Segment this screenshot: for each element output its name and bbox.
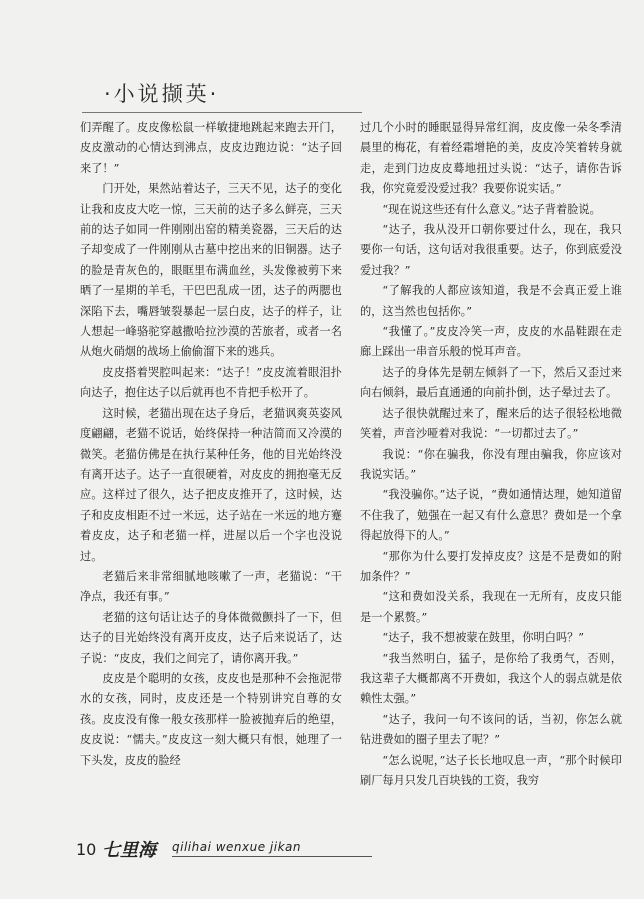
magazine-name-pinyin: qilihai wenxue jikan <box>172 840 302 854</box>
magazine-logo: 七里海 <box>102 840 156 861</box>
paragraph: “我没骗你。”达子说，“费如通情达理，她知道留不住我了，勉强在一起又有什么意思？费如是一个拿得起放得下的人。” <box>360 488 622 543</box>
footer-divider <box>172 856 372 857</box>
section-header <box>82 72 372 114</box>
paragraph: “达子，我从没开口朝你要过什么，现在，我只要你一句话，这句话对我很重要。达子，你到底爱没爱过我？” <box>360 223 622 277</box>
right-text-column <box>360 118 622 838</box>
page-number: 10 <box>76 840 97 859</box>
section-title: ·小说撷英· <box>104 82 220 106</box>
paragraph: 我说：“你在骗我，你没有理由骗我，你应该对我说实话。” <box>360 447 622 481</box>
paragraph: 门开处，果然站着达子，三天不见，达子的变化让我和皮皮大吃一惊，三天前的达子多么鲜亮，三天前的达子如同一件刚刚出窑的精美瓷器，三天后的达子却变成了一件刚刚从古墓中挖出来的旧铜器。达子的脸是青灰色的，眼眶里布满血丝，头发像被剪下来晒了一星期的羊毛，干巴巴乱成一团，达子的两腮也深陷下去，嘴唇皱裂暴起一层白皮，达子的样子，让人想起一峰骆驼穿越撒哈拉沙漠的苦旅者，或者一名从炮火硝烟的战场上偷偷溜下来的逃兵。 <box>80 182 342 359</box>
header-divider <box>82 112 362 113</box>
paragraph: “达子，我问一句不该问的话，当初，你怎么就钻进费如的圈子里去了呢？” <box>360 712 622 747</box>
paragraph: 达子很快就醒过来了，醒来后的达子很轻松地微笑着，声音沙哑着对我说：“一切都过去了。” <box>360 406 622 441</box>
paragraph: 这时候，老猫出现在达子身后，老猫讽爽英姿风度翩翩，老猫不说话，始终保持一种洁简而又冷漠的微笑。老猫仿佛是在执行某种任务，他的目光始终没有离开达子。达子一直很硬着，对皮皮的拥抱毫无反应。这样过了很久，达子把皮皮推开了，这时候，达子和皮皮相距不过一米远，达子站在一米远的地方蹇着皮皮，达子和老猫一样，进屋以后一个字也没说过。 <box>80 406 342 563</box>
paragraph: “我懂了。”皮皮冷笑一声，皮皮的水晶鞋跟在走廊上踩出一串音乐般的悦耳声音。 <box>360 325 622 359</box>
left-text-column <box>80 118 342 838</box>
paragraph: 皮皮是个聪明的女孩，皮皮也是那种不会拖泥带水的女孩，同时，皮皮还是一个特别讲究自尊的女孩。皮皮没有像一般女孩那样一脸被抛弃后的绝望，皮皮说：“懦夫。”皮皮这一刻大概只有恨，她理了一下头发，皮皮的脸经 <box>80 671 342 767</box>
paragraph: 们弄醒了。皮皮像松鼠一样敏捷地跳起来跑去开门，皮皮激动的心情达到沸点，皮皮边跑边说：“达子回来了！” <box>80 121 342 175</box>
paragraph: 老猫的这句话让达子的身体微微颤抖了一下，但达子的目光始终没有离开皮皮，达子后来说话了，达子说：“皮皮，我们之间完了，请你离开我。” <box>80 610 342 665</box>
paragraph: 达子的身体先是朝左倾斜了一下，然后又歪过来向右倾斜，最后直通通的向前扑倒，达子晕过去了。 <box>360 365 622 400</box>
paragraph: “达子，我不想被蒙在鼓里，你明白吗？” <box>382 631 585 645</box>
paragraph: 过几个小时的睡眠显得异常红润，皮皮像一朵冬季清晨里的梅花，有着经霜增艳的美，皮皮冷笑着转身就走，走到门边皮皮蓦地扭过头说：“达子，请你告诉我，你究竟爱没爱过我？我要你说实话。” <box>360 121 622 196</box>
paragraph: “了解我的人都应该知道，我是不会真正爱上谁的，这当然也包括你。” <box>360 284 622 318</box>
paragraph: “我当然明白，猛子，是你给了我勇气，否则，我这辈子大概都离不开费如，我这个人的弱点就是依赖性太强。” <box>360 651 622 706</box>
paragraph: “这和费如没关系，我现在一无所有，皮皮只能是一个累赘。” <box>360 590 622 624</box>
paragraph: “现在说这些还有什么意义。”达子背着脸说。 <box>382 202 601 216</box>
paragraph: “怎么说呢，”达子长长地叹息一声，“那个时候印刷厂每月只发几百块钱的工资，我穷 <box>360 753 622 787</box>
page-footer <box>76 834 376 864</box>
paragraph: 老猫后来非常细腻地咳嗽了一声，老猫说：“干净点，我还有事。” <box>80 569 342 604</box>
paragraph: “那你为什么要打发掉皮皮？这是不是费如的附加条件？” <box>360 549 622 583</box>
paragraph: 皮皮搭着哭腔叫起来：“达子！”皮皮流着眼泪扑向达子，抱住达子以后就再也不肯把手松开了。 <box>80 365 342 400</box>
